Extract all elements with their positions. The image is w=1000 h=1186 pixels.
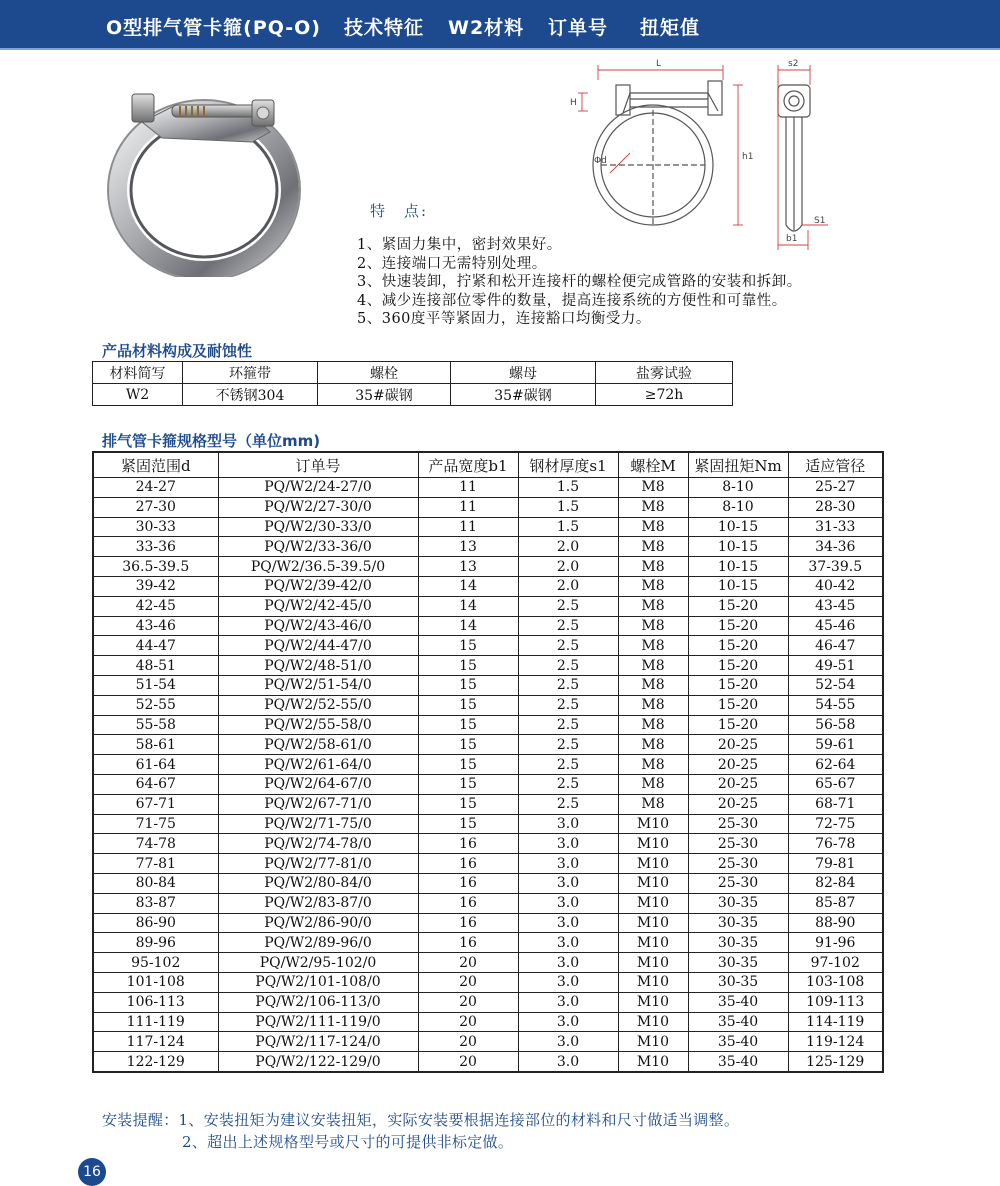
spec-row <box>93 576 883 596</box>
spec-cell: 36.5-39.5 <box>93 557 218 577</box>
spec-cell: 20 <box>418 1012 518 1032</box>
spec-cell: 2.5 <box>518 616 618 636</box>
spec-cell: 20 <box>418 1032 518 1052</box>
spec-row <box>93 933 883 953</box>
spec-cell: PQ/W2/117-124/0 <box>218 1032 418 1052</box>
spec-cell: 109-113 <box>788 992 883 1012</box>
spec-cell: 1.5 <box>518 517 618 537</box>
spec-cell: 16 <box>418 933 518 953</box>
spec-cell: 2.0 <box>518 537 618 557</box>
spec-cell: 54-55 <box>788 695 883 715</box>
spec-cell: 35-40 <box>688 1032 788 1052</box>
spec-row <box>93 873 883 893</box>
spec-cell: 35-40 <box>688 992 788 1012</box>
spec-cell: M10 <box>618 814 688 834</box>
spec-cell: 97-102 <box>788 953 883 973</box>
spec-cell: 10-15 <box>688 557 788 577</box>
spec-cell: 119-124 <box>788 1032 883 1052</box>
spec-row <box>93 992 883 1012</box>
spec-cell: 1.5 <box>518 478 618 498</box>
spec-cell: 88-90 <box>788 913 883 933</box>
spec-cell: 15 <box>418 814 518 834</box>
spec-cell: 101-108 <box>93 972 218 992</box>
feature-item: 2、连接端口无需特别处理。 <box>357 255 547 272</box>
spec-cell: M10 <box>618 834 688 854</box>
spec-row <box>93 675 883 695</box>
spec-cell: 3.0 <box>518 814 618 834</box>
spec-cell: 52-54 <box>788 675 883 695</box>
header-bar <box>0 0 1000 50</box>
install-note-line: 2、超出上述规格型号或尺寸的可提供非标定做。 <box>182 1133 514 1151</box>
spec-cell: 55-58 <box>93 715 218 735</box>
spec-cell: 1.5 <box>518 497 618 517</box>
spec-cell: 27-30 <box>93 497 218 517</box>
spec-cell: 24-27 <box>93 478 218 498</box>
spec-cell: 2.0 <box>518 576 618 596</box>
spec-cell: 2.5 <box>518 656 618 676</box>
spec-cell: 31-33 <box>788 517 883 537</box>
spec-cell: 25-30 <box>688 834 788 854</box>
spec-cell: 61-64 <box>93 755 218 775</box>
spec-cell: PQ/W2/55-58/0 <box>218 715 418 735</box>
spec-row <box>93 517 883 537</box>
spec-cell: 30-35 <box>688 933 788 953</box>
spec-cell: M8 <box>618 656 688 676</box>
spec-cell: PQ/W2/89-96/0 <box>218 933 418 953</box>
spec-cell: 3.0 <box>518 992 618 1012</box>
spec-row <box>93 755 883 775</box>
spec-cell: 122-129 <box>93 1052 218 1072</box>
spec-cell: 44-47 <box>93 636 218 656</box>
spec-cell: PQ/W2/39-42/0 <box>218 576 418 596</box>
spec-cell: 15 <box>418 636 518 656</box>
spec-cell: 95-102 <box>93 953 218 973</box>
spec-cell: 68-71 <box>788 794 883 814</box>
spec-cell: PQ/W2/106-113/0 <box>218 992 418 1012</box>
spec-cell: M8 <box>618 794 688 814</box>
spec-cell: 20-25 <box>688 774 788 794</box>
spec-cell: 15-20 <box>688 695 788 715</box>
spec-cell: 46-47 <box>788 636 883 656</box>
spec-cell: 14 <box>418 596 518 616</box>
spec-cell: PQ/W2/74-78/0 <box>218 834 418 854</box>
material-header-row <box>93 362 733 384</box>
spec-cell: 11 <box>418 517 518 537</box>
spec-cell: 20-25 <box>688 755 788 775</box>
spec-cell: 14 <box>418 576 518 596</box>
material-data-row <box>93 384 733 406</box>
spec-cell: 85-87 <box>788 893 883 913</box>
spec-cell: 83-87 <box>93 893 218 913</box>
spec-cell: 13 <box>418 557 518 577</box>
spec-cell: PQ/W2/30-33/0 <box>218 517 418 537</box>
spec-row <box>93 656 883 676</box>
spec-cell: 3.0 <box>518 873 618 893</box>
spec-cell: 2.0 <box>518 557 618 577</box>
spec-header-cell: 紧固范围d <box>93 452 218 478</box>
spec-cell: 3.0 <box>518 1012 618 1032</box>
spec-row <box>93 794 883 814</box>
spec-cell: 35-40 <box>688 1052 788 1072</box>
spec-cell: 16 <box>418 893 518 913</box>
spec-cell: PQ/W2/86-90/0 <box>218 913 418 933</box>
spec-cell: M10 <box>618 913 688 933</box>
spec-cell: 2.5 <box>518 675 618 695</box>
spec-cell: M8 <box>618 478 688 498</box>
spec-cell: 2.5 <box>518 774 618 794</box>
spec-header-cell: 螺栓M <box>618 452 688 478</box>
spec-row <box>93 596 883 616</box>
spec-cell: 45-46 <box>788 616 883 636</box>
spec-cell: PQ/W2/24-27/0 <box>218 478 418 498</box>
drawing-label-s2: s2 <box>788 59 799 69</box>
spec-row <box>93 893 883 913</box>
spec-cell: 25-30 <box>688 854 788 874</box>
spec-cell: 48-51 <box>93 656 218 676</box>
spec-cell: 2.5 <box>518 636 618 656</box>
spec-cell: 8-10 <box>688 478 788 498</box>
spec-cell: PQ/W2/122-129/0 <box>218 1052 418 1072</box>
spec-row <box>93 854 883 874</box>
spec-cell: 40-42 <box>788 576 883 596</box>
spec-cell: PQ/W2/77-81/0 <box>218 854 418 874</box>
spec-cell: 74-78 <box>93 834 218 854</box>
spec-cell: 71-75 <box>93 814 218 834</box>
spec-cell: 30-33 <box>93 517 218 537</box>
spec-row <box>93 1052 883 1072</box>
spec-cell: PQ/W2/64-67/0 <box>218 774 418 794</box>
spec-cell: 3.0 <box>518 834 618 854</box>
spec-cell: 15-20 <box>688 596 788 616</box>
spec-cell: 20 <box>418 953 518 973</box>
spec-cell: M8 <box>618 675 688 695</box>
spec-header-cell: 紧固扭矩Nm <box>688 452 788 478</box>
spec-cell: 3.0 <box>518 933 618 953</box>
spec-cell: M8 <box>618 774 688 794</box>
spec-cell: M8 <box>618 715 688 735</box>
spec-cell: 2.5 <box>518 794 618 814</box>
spec-cell: 15 <box>418 695 518 715</box>
spec-cell: 3.0 <box>518 1032 618 1052</box>
spec-cell: 20 <box>418 992 518 1012</box>
features-list <box>357 236 802 329</box>
spec-cell: PQ/W2/67-71/0 <box>218 794 418 814</box>
spec-cell: PQ/W2/36.5-39.5/0 <box>218 557 418 577</box>
spec-cell: M8 <box>618 695 688 715</box>
spec-cell: 15-20 <box>688 715 788 735</box>
spec-cell: PQ/W2/61-64/0 <box>218 755 418 775</box>
spec-cell: 125-129 <box>788 1052 883 1072</box>
drawing-label-s1: S1 <box>814 216 826 226</box>
spec-cell: PQ/W2/101-108/0 <box>218 972 418 992</box>
spec-row <box>93 814 883 834</box>
spec-cell: 103-108 <box>788 972 883 992</box>
spec-cell: M8 <box>618 576 688 596</box>
spec-cell: 15 <box>418 774 518 794</box>
spec-cell: 42-45 <box>93 596 218 616</box>
spec-cell: 13 <box>418 537 518 557</box>
spec-cell: M10 <box>618 953 688 973</box>
spec-cell: M8 <box>618 616 688 636</box>
page-number: 16 <box>78 1158 106 1186</box>
spec-cell: 28-30 <box>788 497 883 517</box>
drawing-label-d: Φd <box>594 156 607 166</box>
spec-cell: PQ/W2/44-47/0 <box>218 636 418 656</box>
spec-row <box>93 636 883 656</box>
spec-cell: 59-61 <box>788 735 883 755</box>
spec-cell: 37-39.5 <box>788 557 883 577</box>
spec-cell: 2.5 <box>518 755 618 775</box>
spec-row <box>93 478 883 498</box>
spec-cell: 80-84 <box>93 873 218 893</box>
spec-cell: 39-42 <box>93 576 218 596</box>
spec-cell: PQ/W2/27-30/0 <box>218 497 418 517</box>
spec-header-cell: 钢材厚度s1 <box>518 452 618 478</box>
spec-cell: 43-45 <box>788 596 883 616</box>
spec-cell: PQ/W2/58-61/0 <box>218 735 418 755</box>
spec-cell: M10 <box>618 873 688 893</box>
spec-cell: PQ/W2/51-54/0 <box>218 675 418 695</box>
spec-cell: 15-20 <box>688 656 788 676</box>
spec-cell: 89-96 <box>93 933 218 953</box>
spec-cell: M8 <box>618 636 688 656</box>
spec-cell: 2.5 <box>518 735 618 755</box>
spec-row <box>93 616 883 636</box>
technical-drawing <box>568 55 868 255</box>
spec-cell: 10-15 <box>688 537 788 557</box>
material-header-cell: 螺母 <box>451 362 596 384</box>
material-cell: W2 <box>93 384 183 406</box>
spec-cell: 10-15 <box>688 517 788 537</box>
spec-row <box>93 715 883 735</box>
drawing-label-H: H <box>570 98 577 108</box>
material-cell: ≥72h <box>596 384 733 406</box>
spec-cell: 3.0 <box>518 893 618 913</box>
spec-cell: 25-27 <box>788 478 883 498</box>
spec-cell: M10 <box>618 1052 688 1072</box>
material-section-title: 产品材料构成及耐蚀性 <box>102 342 253 360</box>
spec-cell: 67-71 <box>93 794 218 814</box>
spec-cell: 30-35 <box>688 972 788 992</box>
spec-cell: 2.5 <box>518 596 618 616</box>
feature-item: 4、减少连接部位零件的数量，提高连接系统的方便性和可靠性。 <box>357 292 787 309</box>
feature-item: 3、快速装卸，拧紧和松开连接杆的螺栓便完成管路的安装和拆卸。 <box>357 274 802 290</box>
spec-cell: PQ/W2/83-87/0 <box>218 893 418 913</box>
product-photo <box>102 72 302 277</box>
spec-cell: M8 <box>618 557 688 577</box>
spec-cell: 3.0 <box>518 953 618 973</box>
spec-cell: 15 <box>418 794 518 814</box>
drawing-label-L: L <box>656 59 662 69</box>
material-header-cell: 螺栓 <box>318 362 451 384</box>
spec-row <box>93 735 883 755</box>
spec-row <box>93 953 883 973</box>
spec-cell: 114-119 <box>788 1012 883 1032</box>
spec-cell: 30-35 <box>688 893 788 913</box>
material-header-cell: 环箍带 <box>183 362 318 384</box>
material-table <box>92 361 733 406</box>
spec-cell: 82-84 <box>788 873 883 893</box>
spec-cell: 86-90 <box>93 913 218 933</box>
spec-cell: 25-30 <box>688 873 788 893</box>
spec-cell: 49-51 <box>788 656 883 676</box>
spec-table <box>92 451 884 1073</box>
spec-cell: PQ/W2/43-46/0 <box>218 616 418 636</box>
spec-cell: 77-81 <box>93 854 218 874</box>
spec-cell: 56-58 <box>788 715 883 735</box>
spec-cell: M8 <box>618 755 688 775</box>
spec-header-cell: 适应管径 <box>788 452 883 478</box>
spec-cell: 15 <box>418 675 518 695</box>
spec-cell: 51-54 <box>93 675 218 695</box>
spec-cell: 30-35 <box>688 913 788 933</box>
spec-cell: 15 <box>418 656 518 676</box>
spec-cell: 43-46 <box>93 616 218 636</box>
spec-cell: 15-20 <box>688 616 788 636</box>
spec-cell: 11 <box>418 478 518 498</box>
material-cell: 不锈钢304 <box>183 384 318 406</box>
features-title: 特 点: <box>370 202 429 220</box>
material-header-cell: 盐雾试验 <box>596 362 733 384</box>
spec-cell: 72-75 <box>788 814 883 834</box>
spec-cell: 106-113 <box>93 992 218 1012</box>
spec-cell: M10 <box>618 893 688 913</box>
spec-cell: PQ/W2/95-102/0 <box>218 953 418 973</box>
spec-header-cell: 订单号 <box>218 452 418 478</box>
material-cell: 35#碳钢 <box>451 384 596 406</box>
spec-cell: 16 <box>418 854 518 874</box>
spec-cell: 3.0 <box>518 1052 618 1072</box>
spec-body <box>93 478 883 1072</box>
spec-header-cell: 产品宽度b1 <box>418 452 518 478</box>
spec-cell: M8 <box>618 596 688 616</box>
spec-cell: 62-64 <box>788 755 883 775</box>
spec-cell: PQ/W2/42-45/0 <box>218 596 418 616</box>
spec-cell: M10 <box>618 992 688 1012</box>
spec-cell: 65-67 <box>788 774 883 794</box>
spec-cell: 3.0 <box>518 854 618 874</box>
spec-cell: M10 <box>618 854 688 874</box>
spec-cell: 76-78 <box>788 834 883 854</box>
spec-cell: 91-96 <box>788 933 883 953</box>
feature-item: 5、360度平等紧固力，连接豁口均衡受力。 <box>357 311 651 327</box>
spec-cell: 14 <box>418 616 518 636</box>
spec-cell: 15-20 <box>688 675 788 695</box>
spec-row <box>93 774 883 794</box>
spec-cell: 33-36 <box>93 537 218 557</box>
spec-row <box>93 537 883 557</box>
spec-cell: PQ/W2/33-36/0 <box>218 537 418 557</box>
header-item-torque: 扭矩值 <box>640 17 701 39</box>
spec-cell: PQ/W2/71-75/0 <box>218 814 418 834</box>
spec-cell: 58-61 <box>93 735 218 755</box>
spec-cell: 10-15 <box>688 576 788 596</box>
spec-cell: 8-10 <box>688 497 788 517</box>
spec-cell: M10 <box>618 1032 688 1052</box>
spec-cell: 52-55 <box>93 695 218 715</box>
spec-cell: 117-124 <box>93 1032 218 1052</box>
spec-cell: 15 <box>418 735 518 755</box>
spec-row <box>93 972 883 992</box>
spec-cell: 20 <box>418 1052 518 1072</box>
spec-row <box>93 695 883 715</box>
spec-cell: 11 <box>418 497 518 517</box>
spec-cell: 15 <box>418 755 518 775</box>
spec-cell: 20-25 <box>688 735 788 755</box>
spec-cell: 16 <box>418 834 518 854</box>
spec-header-row <box>93 452 883 478</box>
drawing-label-h1: h1 <box>742 152 754 162</box>
header-item-material: W2材料 <box>448 17 525 39</box>
spec-cell: 3.0 <box>518 972 618 992</box>
spec-section-title: 排气管卡箍规格型号（单位mm) <box>102 432 321 450</box>
spec-cell: 3.0 <box>518 913 618 933</box>
spec-cell: 16 <box>418 913 518 933</box>
spec-cell: 16 <box>418 873 518 893</box>
spec-cell: 15 <box>418 715 518 735</box>
spec-cell: 35-40 <box>688 1012 788 1032</box>
spec-row <box>93 1012 883 1032</box>
spec-row <box>93 1032 883 1052</box>
spec-cell: 25-30 <box>688 814 788 834</box>
spec-row <box>93 913 883 933</box>
spec-cell: M8 <box>618 517 688 537</box>
spec-cell: M10 <box>618 933 688 953</box>
spec-cell: M10 <box>618 972 688 992</box>
spec-cell: 2.5 <box>518 695 618 715</box>
material-header-cell: 材料简写 <box>93 362 183 384</box>
install-note <box>102 1109 739 1153</box>
spec-cell: M8 <box>618 497 688 517</box>
spec-cell: 30-35 <box>688 953 788 973</box>
header-item-tech: 技术特征 <box>344 17 425 39</box>
spec-cell: 34-36 <box>788 537 883 557</box>
spec-cell: PQ/W2/80-84/0 <box>218 873 418 893</box>
spec-cell: 79-81 <box>788 854 883 874</box>
spec-cell: 15-20 <box>688 636 788 656</box>
feature-item: 1、紧固力集中，密封效果好。 <box>357 237 562 253</box>
spec-cell: 64-67 <box>93 774 218 794</box>
header-item-order: 订单号 <box>548 17 609 39</box>
spec-cell: PQ/W2/111-119/0 <box>218 1012 418 1032</box>
spec-cell: 20 <box>418 972 518 992</box>
spec-cell: 111-119 <box>93 1012 218 1032</box>
spec-row <box>93 557 883 577</box>
spec-cell: PQ/W2/48-51/0 <box>218 656 418 676</box>
spec-cell: M10 <box>618 1012 688 1032</box>
drawing-label-b1: b1 <box>786 234 798 244</box>
spec-cell: M8 <box>618 537 688 557</box>
header-title: O型排气管卡箍(PQ-O) <box>106 17 321 39</box>
spec-row <box>93 497 883 517</box>
material-cell: 35#碳钢 <box>318 384 451 406</box>
spec-cell: M8 <box>618 735 688 755</box>
spec-row <box>93 834 883 854</box>
spec-cell: 2.5 <box>518 715 618 735</box>
install-note-line: 安装提醒：1、安装扭矩为建议安装扭矩，实际安装要根据连接部位的材料和尺寸做适当调整。 <box>102 1111 740 1129</box>
spec-cell: 20-25 <box>688 794 788 814</box>
spec-cell: PQ/W2/52-55/0 <box>218 695 418 715</box>
